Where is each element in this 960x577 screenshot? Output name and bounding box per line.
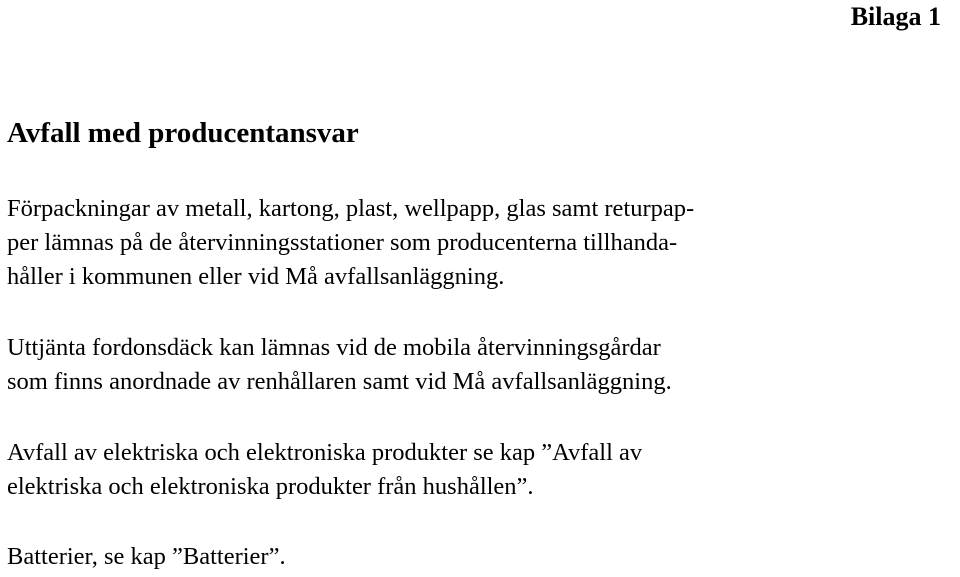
section-heading: Avfall med producentansvar — [7, 117, 359, 149]
paragraph-line: Förpackningar av metall, kartong, plast, wellpapp, glas samt returpap- — [7, 195, 695, 222]
paragraph-batteries — [7, 540, 907, 574]
paragraph-line: håller i kommunen eller vid Må avfallsanläggning. — [7, 263, 505, 290]
paragraph-line: elektriska och elektroniska produkter från hushållen”. — [7, 473, 534, 500]
paragraph-line: som finns anordnade av renhållaren samt vid Må avfallsanläggning. — [7, 368, 672, 395]
paragraph-electronics — [7, 436, 907, 504]
appendix-label: Bilaga 1 — [850, 2, 941, 31]
paragraph-line: Avfall av elektriska och elektroniska produkter se kap ”Avfall av — [7, 439, 643, 466]
paragraph-line: per lämnas på de återvinningsstationer som producenterna tillhanda- — [7, 229, 678, 256]
paragraph-line: Batterier, se kap ”Batterier”. — [7, 543, 286, 570]
paragraph-line: Uttjänta fordonsdäck kan lämnas vid de mobila återvinningsgårdar — [7, 334, 661, 361]
paragraph-tyres — [7, 331, 907, 399]
paragraph-packaging — [7, 192, 907, 294]
